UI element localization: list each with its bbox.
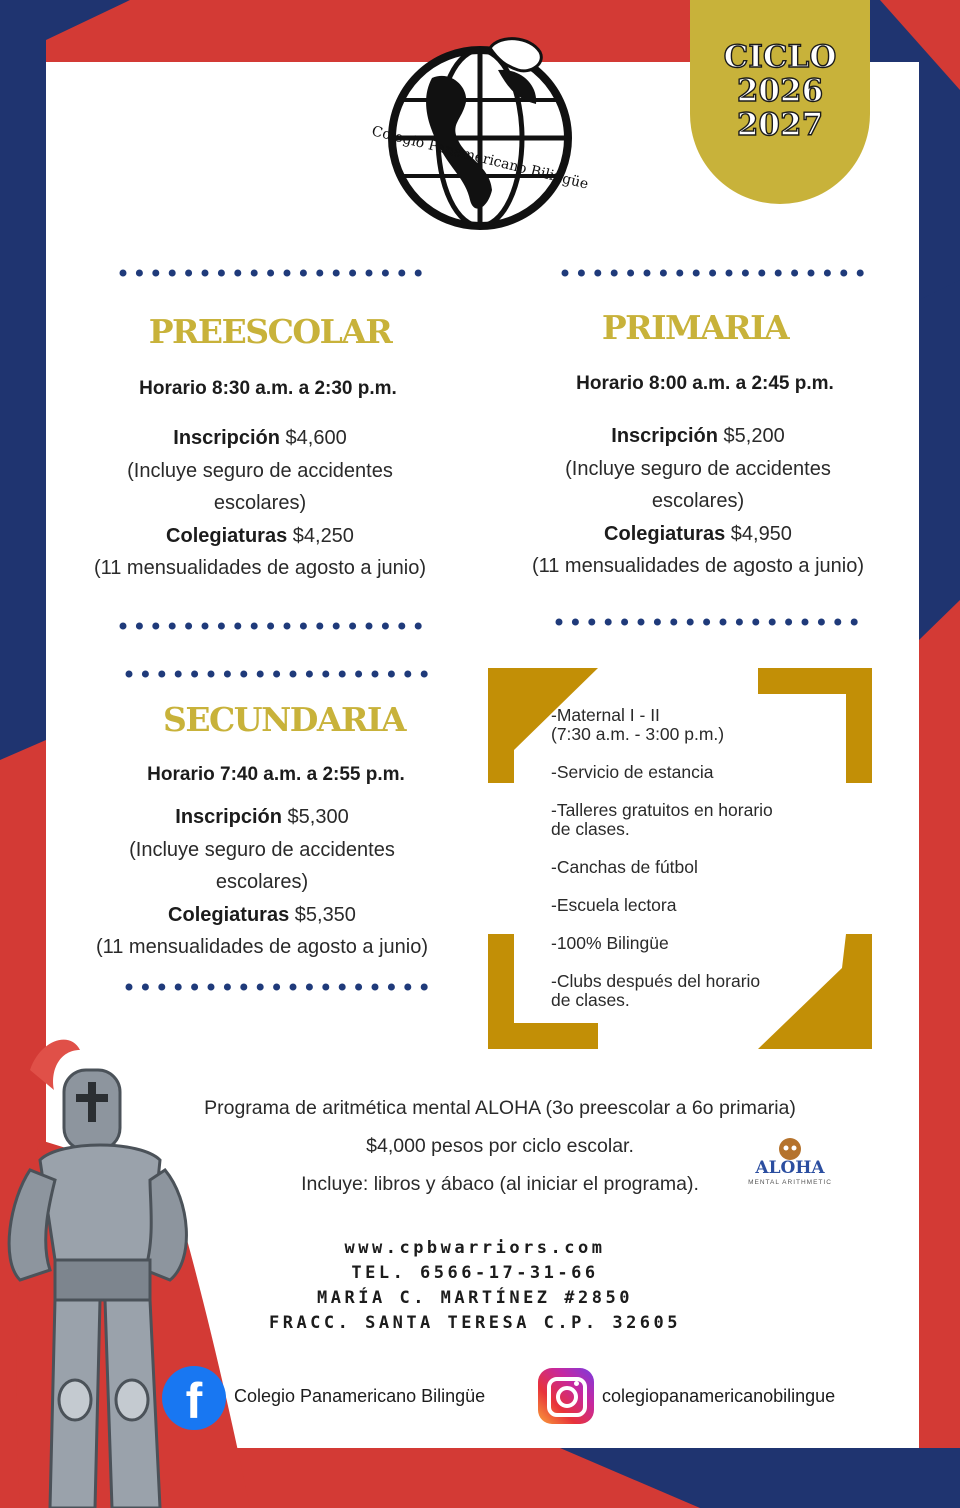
insurance-note-cont: escolares)	[215, 871, 309, 893]
cycle-year-start: 2026	[736, 73, 824, 109]
inscription-price: $5,300	[281, 806, 349, 828]
months-note: (11 mensualidades de agosto a junio)	[531, 555, 865, 577]
tuition-price: $4,950	[725, 522, 792, 545]
insurance-note: (Incluye seguro de accidentes	[129, 838, 395, 861]
feature-item	[551, 972, 773, 1010]
feature-item: -100% Bilingüe	[551, 933, 669, 953]
tuition-label: Colegiaturas	[166, 524, 288, 547]
dotted-divider	[124, 669, 436, 679]
school-logo-caption: Colegio Panamericano Bilingüe	[370, 123, 590, 193]
tuition-label: Colegiaturas	[604, 522, 726, 545]
features-list	[551, 706, 773, 1029]
aloha-includes-line: Incluye: libros y ábaco (al iniciar el programa).	[301, 1173, 699, 1195]
inscription-label: Inscripción	[175, 806, 282, 828]
preescolar-title: PREESCOLAR	[148, 312, 392, 351]
aloha-program-line: Programa de aritmética mental ALOHA (3o preescolar a 6o primaria)	[204, 1097, 796, 1119]
dotted-divider	[118, 621, 438, 631]
address-street: MARÍA C. MARTÍNEZ #2850	[317, 1288, 633, 1308]
feature-text: (7:30 a.m. - 3:00 p.m.)	[551, 724, 725, 744]
aloha-logo	[742, 1134, 838, 1190]
secundaria-title: SECUNDARIA	[163, 700, 405, 739]
aloha-price-line: $4,000 pesos por ciclo escolar.	[366, 1135, 634, 1157]
inscription-label: Inscripción	[611, 425, 718, 447]
insurance-note-cont: escolares)	[213, 492, 307, 514]
feature-item: -Servicio de estancia	[551, 762, 714, 782]
tuition-price: $5,350	[289, 903, 356, 926]
dotted-divider	[118, 268, 438, 278]
dotted-divider	[554, 617, 866, 627]
instagram-handle[interactable]: colegiopanamericanobilingue	[602, 1386, 836, 1406]
insurance-note: (Incluye seguro de accidentes	[565, 457, 831, 480]
inscription-price: $5,200	[717, 425, 785, 447]
feature-item: -Escuela lectora	[551, 895, 677, 915]
feature-item: -Canchas de fútbol	[551, 857, 698, 877]
primaria-prices	[508, 420, 888, 583]
dotted-divider	[560, 268, 872, 278]
cycle-year-end: 2027	[736, 107, 824, 143]
insurance-note: (Incluye seguro de accidentes	[127, 459, 393, 482]
secundaria-prices	[72, 801, 452, 964]
insurance-note-cont: escolares)	[651, 490, 745, 512]
cycle-label: CICLO	[723, 39, 837, 75]
months-note: (11 mensualidades de agosto a junio)	[95, 936, 429, 958]
website-link[interactable]: www.cpbwarriors.com	[344, 1238, 606, 1258]
facebook-icon[interactable]: f	[162, 1366, 226, 1430]
feature-text: -Maternal I - II	[551, 705, 660, 725]
feature-text: de clases.	[551, 819, 630, 839]
feature-item	[551, 706, 773, 744]
address-area: FRACC. SANTA TERESA C.P. 32605	[268, 1313, 682, 1333]
feature-item	[551, 801, 773, 839]
aloha-logo-sub: MENTAL ARITHMETIC	[748, 1179, 832, 1186]
feature-text: -Talleres gratuitos en horario	[551, 800, 773, 820]
aloha-logo-name: ALOHA	[755, 1158, 825, 1178]
feature-text: -Clubs después del horario	[551, 971, 761, 991]
facebook-page-name[interactable]: Colegio Panamericano Bilingüe	[234, 1386, 486, 1406]
preescolar-prices	[70, 422, 450, 585]
preescolar-hours: Horario 8:30 a.m. a 2:30 p.m.	[139, 378, 397, 399]
dotted-divider	[124, 982, 436, 992]
inscription-label: Inscripción	[173, 427, 280, 449]
feature-text: de clases.	[551, 990, 630, 1010]
inscription-price: $4,600	[279, 427, 347, 449]
instagram-icon[interactable]	[538, 1368, 594, 1424]
phone-number: TEL. 6566-17-31-66	[351, 1263, 599, 1283]
cycle-badge	[690, 0, 870, 204]
primaria-hours: Horario 8:00 a.m. a 2:45 p.m.	[576, 373, 834, 394]
tuition-price: $4,250	[287, 524, 354, 547]
primaria-title: PRIMARIA	[601, 308, 789, 347]
secundaria-hours: Horario 7:40 a.m. a 2:55 p.m.	[147, 764, 405, 785]
tuition-label: Colegiaturas	[168, 903, 290, 926]
months-note: (11 mensualidades de agosto a junio)	[93, 557, 427, 579]
